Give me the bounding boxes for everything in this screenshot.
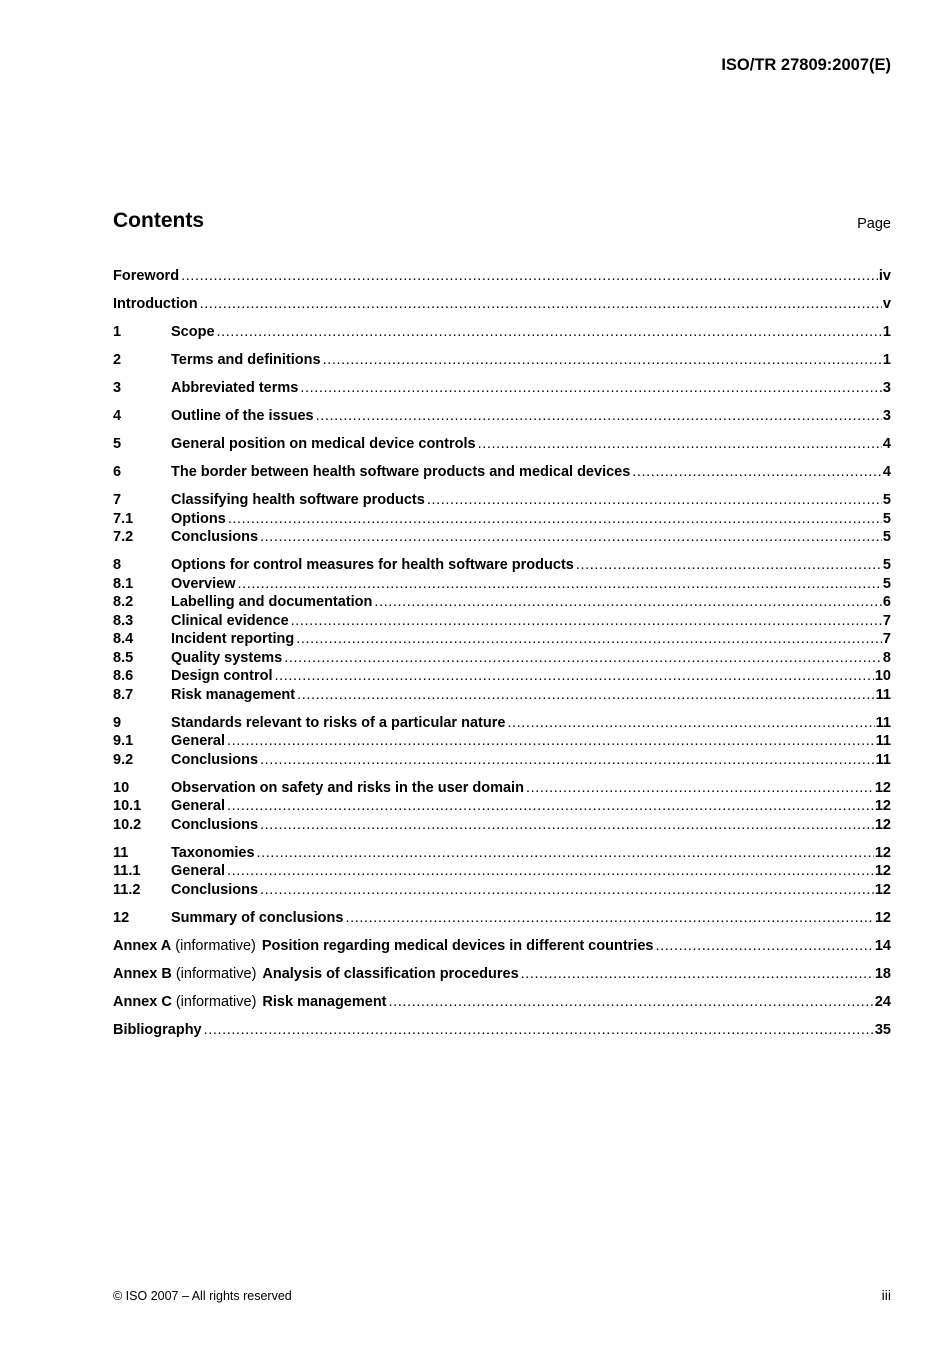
- toc-entry-page: 4: [882, 436, 891, 452]
- dot-leader: [345, 910, 873, 926]
- toc-annex-type: (informative): [175, 937, 256, 954]
- toc-group: [113, 492, 891, 548]
- toc-entry-title: Outline of the issues: [171, 408, 314, 424]
- dot-leader: [296, 631, 882, 647]
- toc-entry[interactable]: [113, 752, 891, 771]
- toc-entry-number: 9.1: [113, 733, 134, 749]
- dot-leader: [217, 324, 882, 340]
- toc-entry-page: 12: [874, 881, 891, 898]
- toc-annex-heading: [113, 938, 653, 954]
- dot-leader: [227, 798, 874, 814]
- toc-entry[interactable]: [113, 594, 891, 613]
- toc-entry[interactable]: [113, 668, 891, 687]
- dot-leader: [632, 464, 882, 480]
- dot-leader: [260, 817, 874, 833]
- toc-entry-title: Overview: [171, 575, 236, 592]
- toc-entry-page: 11: [875, 714, 891, 731]
- toc-entry-title: General: [171, 798, 225, 814]
- toc-entry-title: Scope: [171, 324, 215, 340]
- dot-leader: [200, 296, 882, 312]
- toc-entry-page: 1: [882, 352, 891, 368]
- toc-entry[interactable]: [113, 529, 891, 548]
- toc-entry-page: 35: [874, 1021, 891, 1038]
- toc-group: [113, 296, 891, 315]
- toc-entry-number: 4: [113, 408, 122, 424]
- dot-leader: [374, 594, 882, 610]
- toc-entry-number: 8.2: [113, 594, 134, 610]
- toc-entry-number: 8.6: [113, 668, 134, 684]
- toc-entry-title: Risk management: [171, 686, 296, 703]
- toc-entry[interactable]: [113, 1022, 891, 1041]
- toc-entry-title: Position regarding medical devices in different countries: [261, 937, 654, 954]
- toc-entry-title: Classifying health software products: [171, 492, 425, 508]
- toc-annex-heading: [113, 994, 387, 1010]
- toc-entry[interactable]: [113, 715, 891, 734]
- toc-entry-title: Analysis of classification procedures: [262, 965, 519, 982]
- dot-leader: [300, 380, 882, 396]
- toc-entry-page: 11: [875, 751, 891, 768]
- toc-entry-page: 3: [882, 380, 891, 396]
- dot-leader: [181, 268, 878, 284]
- toc-entry[interactable]: [113, 687, 891, 706]
- toc-group: [113, 324, 891, 343]
- toc-entry-number: 10.2: [113, 816, 142, 833]
- toc-entry-number: 8.3: [113, 612, 134, 629]
- toc-entry-title: Conclusions: [171, 881, 259, 898]
- dot-leader: [284, 650, 882, 666]
- toc-entry-page: iv: [878, 268, 891, 284]
- toc-entry[interactable]: [113, 882, 891, 901]
- toc-entry-title: Labelling and documentation: [171, 594, 373, 610]
- toc-entry-title: Summary of conclusions: [171, 909, 344, 926]
- toc-group: [113, 1022, 891, 1041]
- toc-entry-number: 3: [113, 380, 122, 396]
- toc-entry[interactable]: [113, 464, 891, 483]
- toc-entry-number: 8.1: [113, 575, 134, 592]
- toc-entry-page: 1: [882, 324, 891, 340]
- toc-entry[interactable]: [113, 994, 891, 1013]
- dot-leader: [260, 752, 875, 768]
- toc-entry[interactable]: [113, 268, 891, 287]
- toc-entry-number: 10: [113, 779, 130, 796]
- toc-entry-number: 11.2: [113, 881, 141, 898]
- toc-group: [113, 557, 891, 705]
- toc-entry-title: General position on medical device controls: [171, 436, 476, 452]
- toc-entry[interactable]: [113, 408, 891, 427]
- toc-entry-page: 5: [882, 529, 891, 545]
- toc-entry[interactable]: [113, 436, 891, 455]
- toc-entry-number: 9: [113, 714, 122, 731]
- toc-group: [113, 408, 891, 427]
- toc-entry-number: 5: [113, 436, 122, 452]
- toc-entry-title: Risk management: [262, 993, 387, 1010]
- dot-leader: [291, 613, 882, 629]
- toc-entry-page: 12: [874, 816, 891, 833]
- toc-entry-title: Introduction: [113, 296, 198, 312]
- dot-leader: [316, 408, 882, 424]
- toc-annex-heading: [113, 966, 519, 982]
- toc-entry[interactable]: [113, 817, 891, 836]
- toc-entry[interactable]: [113, 557, 891, 576]
- toc-entry-title: Incident reporting: [171, 631, 295, 647]
- dot-leader: [576, 557, 882, 573]
- toc-entry-number: 8.4: [113, 631, 134, 647]
- toc-annex-type: (informative): [175, 993, 257, 1010]
- toc-group: [113, 352, 891, 371]
- toc-entry-page: 12: [874, 909, 891, 926]
- dot-leader: [427, 492, 882, 508]
- toc-entry-page: 11: [875, 686, 891, 703]
- toc-entry-number: 12: [113, 909, 130, 926]
- dot-leader: [507, 715, 874, 731]
- toc-entry-title: Foreword: [113, 268, 180, 284]
- toc-group: [113, 938, 891, 957]
- toc-entry-page: 12: [874, 779, 891, 796]
- toc-entry[interactable]: [113, 631, 891, 650]
- toc-entry-number: 6: [113, 464, 122, 480]
- toc-entry-title: Quality systems: [171, 649, 283, 666]
- toc-entry-title: Design control: [171, 668, 273, 684]
- dot-leader: [323, 352, 882, 368]
- toc-entry-title: Conclusions: [171, 529, 259, 545]
- toc-entry-page: 7: [882, 631, 891, 647]
- toc-entry-number: 1: [113, 324, 122, 340]
- toc-entry-page: 12: [874, 863, 891, 879]
- page-column-label: Page: [857, 216, 891, 232]
- toc-entry-page: 24: [874, 993, 891, 1010]
- toc-entry[interactable]: [113, 910, 891, 929]
- toc-annex-label: Annex B: [113, 965, 172, 982]
- toc-entry-title: General: [171, 733, 225, 749]
- table-of-contents: [113, 268, 891, 1050]
- toc-entry-page: v: [882, 296, 891, 312]
- toc-entry-page: 12: [874, 798, 891, 814]
- toc-entry[interactable]: [113, 650, 891, 669]
- toc-entry-page: 4: [882, 464, 891, 480]
- dot-leader: [478, 436, 882, 452]
- toc-entry[interactable]: [113, 966, 891, 985]
- dot-leader: [275, 668, 874, 684]
- toc-entry-title: The border between health software products and medical devices: [171, 464, 631, 480]
- toc-entry-page: 12: [874, 844, 891, 861]
- toc-entry-title: Bibliography: [113, 1021, 202, 1038]
- toc-entry[interactable]: [113, 798, 891, 817]
- toc-group: [113, 436, 891, 455]
- toc-entry-page: 5: [882, 557, 891, 573]
- toc-group: [113, 268, 891, 287]
- toc-entry-title: Options: [171, 510, 226, 527]
- page-number: iii: [881, 1287, 891, 1303]
- toc-annex-label: Annex C: [113, 993, 172, 1010]
- toc-entry[interactable]: [113, 511, 891, 530]
- toc-entry[interactable]: [113, 938, 891, 957]
- toc-entry[interactable]: [113, 780, 891, 799]
- toc-entry-number: 11.1: [113, 863, 141, 879]
- toc-entry-number: 7: [113, 492, 122, 508]
- toc-entry-page: 18: [874, 965, 891, 982]
- dot-leader: [227, 733, 875, 749]
- dot-leader: [655, 938, 873, 954]
- document-id: ISO/TR 27809:2007(E): [721, 56, 891, 74]
- dot-leader: [228, 511, 882, 527]
- dot-leader: [297, 687, 875, 703]
- toc-entry[interactable]: [113, 845, 891, 864]
- toc-entry-title: General: [171, 863, 225, 879]
- toc-entry-number: 8: [113, 557, 122, 573]
- toc-entry[interactable]: [113, 380, 891, 399]
- toc-entry-number: 11: [113, 844, 129, 861]
- toc-entry-title: Conclusions: [171, 816, 259, 833]
- dot-leader: [389, 994, 874, 1010]
- toc-entry-page: 6: [882, 594, 891, 610]
- toc-entry-title: Options for control measures for health software products: [171, 557, 574, 573]
- toc-entry-page: 3: [882, 408, 891, 424]
- toc-entry[interactable]: [113, 733, 891, 752]
- toc-entry[interactable]: [113, 324, 891, 343]
- toc-entry-number: 8.5: [113, 649, 134, 666]
- toc-annex-type: (informative): [175, 965, 257, 982]
- toc-group: [113, 380, 891, 399]
- toc-group: [113, 464, 891, 483]
- toc-entry[interactable]: [113, 576, 891, 595]
- toc-entry-number: 10.1: [113, 798, 142, 814]
- dot-leader: [521, 966, 874, 982]
- toc-entry-page: 5: [882, 492, 891, 508]
- toc-group: [113, 994, 891, 1013]
- dot-leader: [260, 882, 874, 898]
- dot-leader: [227, 863, 874, 879]
- toc-entry-page: 5: [882, 510, 891, 527]
- toc-entry[interactable]: [113, 352, 891, 371]
- toc-entry[interactable]: [113, 492, 891, 511]
- toc-entry-title: Taxonomies: [171, 844, 255, 861]
- toc-entry-page: 7: [882, 612, 891, 629]
- toc-entry-page: 5: [882, 575, 891, 592]
- contents-title: Contents: [113, 209, 204, 232]
- toc-entry-title: Clinical evidence: [171, 612, 289, 629]
- toc-annex-label: Annex A: [113, 937, 172, 954]
- copyright-notice: © ISO 2007 – All rights reserved: [113, 1289, 292, 1303]
- toc-entry[interactable]: [113, 863, 891, 882]
- toc-group: [113, 780, 891, 836]
- toc-entry-number: 8.7: [113, 686, 134, 703]
- toc-entry[interactable]: [113, 296, 891, 315]
- toc-entry-page: 11: [875, 733, 891, 749]
- toc-entry-title: Standards relevant to risks of a particular nature: [171, 714, 506, 731]
- toc-entry-title: Observation on safety and risks in the user domain: [171, 779, 524, 796]
- dot-leader: [204, 1022, 874, 1038]
- dot-leader: [526, 780, 874, 796]
- toc-entry[interactable]: [113, 613, 891, 632]
- toc-group: [113, 910, 891, 929]
- toc-group: [113, 715, 891, 771]
- toc-entry-number: 2: [113, 352, 122, 368]
- toc-entry-page: 14: [874, 937, 891, 954]
- dot-leader: [257, 845, 874, 861]
- dot-leader: [260, 529, 882, 545]
- toc-entry-title: Terms and definitions: [171, 352, 321, 368]
- toc-entry-page: 10: [874, 668, 891, 684]
- toc-entry-number: 7.2: [113, 529, 134, 545]
- toc-group: [113, 966, 891, 985]
- toc-entry-title: Abbreviated terms: [171, 380, 299, 396]
- toc-entry-page: 8: [882, 649, 891, 666]
- toc-entry-number: 7.1: [113, 510, 134, 527]
- toc-entry-title: Conclusions: [171, 751, 259, 768]
- toc-entry-number: 9.2: [113, 751, 134, 768]
- dot-leader: [238, 576, 882, 592]
- toc-group: [113, 845, 891, 901]
